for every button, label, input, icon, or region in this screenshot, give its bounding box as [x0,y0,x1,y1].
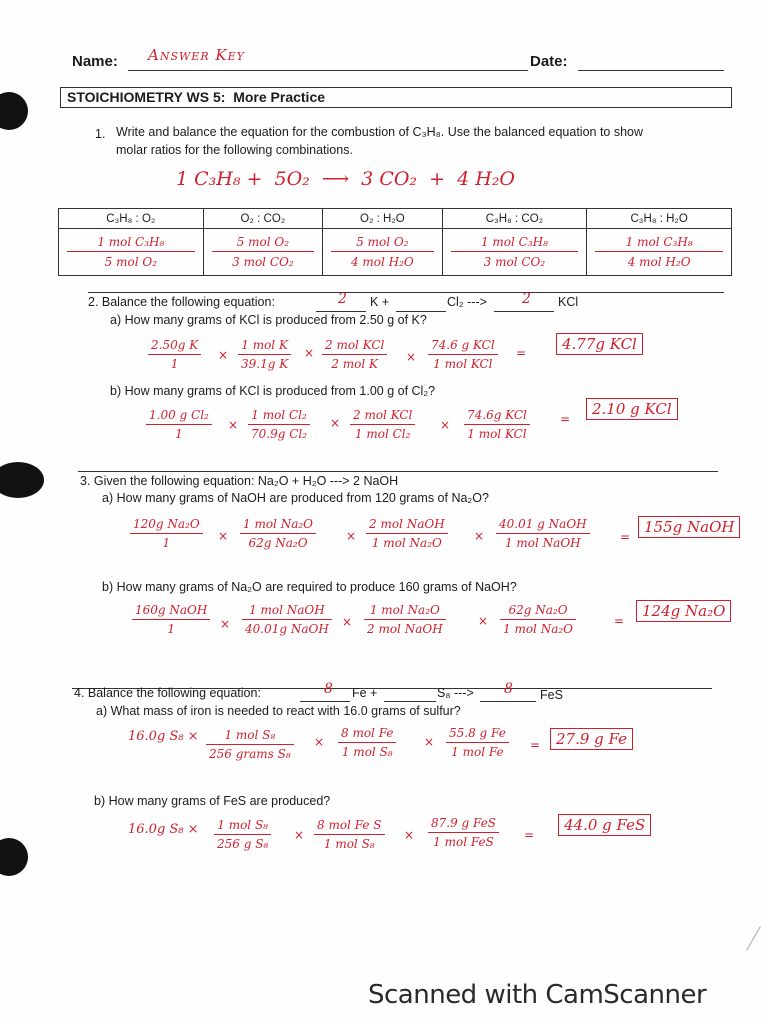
ratio-numerator: 1 mol C₃H₈ [595,235,723,252]
fraction-numerator: 55.8 g Fe [446,726,509,743]
q3a-answer-box: 155g NaOH [638,516,740,538]
fraction-denominator: 1 mol Fe [451,745,504,759]
times-sign: × [474,529,485,543]
fraction-numerator: 1 mol Na₂O [240,517,316,534]
fraction-denominator: 1 mol S₈ [323,837,375,851]
fraction-denominator: 2 mol K [331,357,379,371]
q4-s8-text: S₈ ---> [437,686,474,700]
ratio-cell [442,229,587,276]
fraction-denominator: 256 grams S₈ [209,747,291,761]
fraction-numerator: 1 mol S₈ [214,818,271,835]
ratio-cell [323,229,442,276]
fraction-numerator: 2 mol NaOH [366,517,448,534]
work-fraction [146,408,212,442]
section-divider [88,292,724,293]
q4-fe-text: Fe + [352,686,378,700]
q4b-answer-box: 44.0 g FeS [558,814,651,836]
page-title: STOICHIOMETRY WS 5: More Practice [67,89,326,105]
ratio-numerator: 1 mol C₃H₈ [67,235,195,252]
ratio-cell [59,229,204,276]
fraction-numerator: 2 mol KCl [322,338,387,355]
punch-hole-bottom [0,838,28,876]
work-fraction [350,408,415,442]
section-divider [78,471,718,472]
work-fraction [132,603,210,637]
ratio-cell [203,229,322,276]
fraction-denominator: 1 [162,536,171,550]
table-header: C₃H₈ : CO₂ [442,209,587,229]
work-fraction [248,408,310,442]
q2a-answer-box: 4.77g KCl [556,333,643,355]
work-fraction [206,728,294,762]
blank-kcl [494,311,554,312]
equals-sign: = [614,614,625,628]
times-sign: × [330,416,341,430]
fraction-numerator: 62g Na₂O [500,603,576,620]
table-header: C₃H₈ : H₂O [587,209,732,229]
times-sign: × [406,350,417,364]
fraction-numerator: 2.50g K [148,338,201,355]
blank-fes [480,701,536,702]
times-sign: × [220,617,231,631]
ratio-cell [587,229,732,276]
fraction-numerator: 8 mol Fe [338,726,396,743]
q2b-question: b) How many grams of KCl is produced from 1.00 g of Cl₂? [110,384,436,398]
ratio-denominator: 4 mol H₂O [350,255,414,269]
work-fraction [496,517,590,551]
q4-fes-text: FeS [540,688,563,702]
date-label: Date: [530,53,568,70]
equals-sign: = [516,346,527,360]
fraction-denominator: 2 mol NaOH [367,622,443,636]
work-fraction [130,517,203,551]
ratio-numerator: 1 mol C₃H₈ [451,235,579,252]
q4a-question: a) What mass of iron is needed to react with 16.0 grams of sulfur? [96,704,461,718]
q1-text-line1: Write and balance the equation for the combustion of C₃H₈. Use the balanced equation to show [116,125,644,139]
equals-sign: = [530,738,541,752]
work-fraction [314,818,385,852]
q1-number: 1. [95,127,106,141]
times-sign: × [294,828,305,842]
ratio-denominator: 5 mol O₂ [104,255,158,269]
work-fraction [446,726,509,760]
fraction-denominator: 39.1g K [241,357,289,371]
fraction-numerator: 1 mol Na₂O [364,603,446,620]
q1-equation: 1 C₃H₈ + 5O₂ ⟶ 3 CO₂ + 4 H₂O [176,168,516,190]
table-header: C₃H₈ : O₂ [59,209,204,229]
ratio-numerator: 5 mol O₂ [212,235,314,252]
fraction-denominator: 1 mol S₈ [341,745,393,759]
times-sign: × [440,418,451,432]
times-sign: × [342,615,353,629]
q3b-answer-box: 124g Na₂O [636,600,731,622]
work-fraction [240,517,316,551]
fraction-denominator: 40.01g NaOH [245,622,329,636]
ratio-numerator: 5 mol O₂ [331,235,433,252]
q1-text-line2: molar ratios for the following combinations. [116,143,353,157]
work-fraction [242,603,332,637]
fraction-denominator: 1 mol NaOH [504,536,581,550]
q2a-question: a) How many grams of KCl is produced from 2.50 g of K? [110,313,427,327]
molar-ratio-table [58,208,732,276]
fraction-numerator: 2 mol KCl [350,408,415,425]
q3a-question: a) How many grams of NaOH are produced from 120 grams of Na₂O? [102,491,489,505]
work-fraction [366,517,448,551]
punch-hole-middle [0,462,44,498]
fraction-denominator: 1 [170,357,179,371]
fraction-denominator: 256 g S₈ [217,837,269,851]
fraction-numerator: 40.01 g NaOH [496,517,590,534]
work-fraction [364,603,446,637]
times-sign: × [228,418,239,432]
equals-sign: = [620,530,631,544]
times-sign: × [304,346,315,360]
ratio-denominator: 4 mol H₂O [627,255,691,269]
q4-coef-fes: 8 [504,681,513,697]
date-underline [578,70,724,71]
fraction-denominator: 1 mol KCl [433,357,493,371]
q4b-start: 16.0g S₈ × [128,822,199,837]
q3-given: 3. Given the following equation: Na₂O + H₂O ---> 2 NaOH [80,474,399,488]
name-value: Answer Key [148,46,245,64]
fraction-numerator: 87.9 g FeS [428,816,499,833]
times-sign: × [346,529,357,543]
q4b-question: b) How many grams of FeS are produced? [94,794,331,808]
blank-k [316,311,366,312]
blank-cl2 [396,311,446,312]
fraction-numerator: 74.6 g KCl [428,338,498,355]
fraction-denominator: 62g Na₂O [248,536,308,550]
work-fraction [338,726,396,760]
fraction-numerator: 1 mol Cl₂ [248,408,310,425]
blank-fe [300,701,350,702]
q3b-question: b) How many grams of Na₂O are required to produce 160 grams of NaOH? [102,580,517,594]
fraction-numerator: 8 mol Fe S [314,818,385,835]
times-sign: × [314,735,325,749]
q2-coef-kcl: 2 [522,291,531,307]
fraction-denominator: 1 [175,427,183,441]
work-fraction [428,338,498,372]
q4-prefix: 4. Balance the following equation: [74,686,261,700]
fraction-numerator: 1.00 g Cl₂ [146,408,212,425]
punch-hole-top [0,92,28,130]
times-sign: × [424,735,435,749]
equals-sign: = [560,412,571,426]
work-fraction [214,818,271,852]
work-fraction [148,338,201,372]
table-header: O₂ : H₂O [323,209,442,229]
fraction-denominator: 70.9g Cl₂ [251,427,308,441]
table-header: O₂ : CO₂ [203,209,322,229]
fraction-denominator: 1 mol Na₂O [503,622,574,636]
fraction-denominator: 1 [167,622,175,636]
work-fraction [238,338,291,372]
work-fraction [500,603,576,637]
fraction-denominator: 1 mol KCl [467,427,527,441]
times-sign: × [218,529,229,543]
q2-prefix: 2. Balance the following equation: [88,295,275,309]
name-underline [128,70,528,71]
work-fraction [464,408,530,442]
work-fraction [322,338,387,372]
q2-cl2-text: Cl₂ ---> [447,295,487,309]
q4-coef-fe: 8 [324,681,333,697]
name-label: Name: [72,53,118,70]
fraction-denominator: 1 mol Na₂O [371,536,442,550]
fraction-denominator: 1 mol FeS [433,835,494,849]
equals-sign: = [524,828,535,842]
fraction-numerator: 1 mol K [238,338,291,355]
ratio-denominator: 3 mol CO₂ [232,255,294,269]
q4a-start: 16.0g S₈ × [128,729,199,744]
blank-s8 [384,701,436,702]
fraction-numerator: 1 mol NaOH [242,603,332,620]
camscanner-watermark: Scanned with CamScanner [368,980,707,1010]
fraction-denominator: 1 mol Cl₂ [354,427,411,441]
q2-kcl-text: KCl [558,295,579,309]
q2-coef-k: 2 [338,291,347,307]
q4a-answer-box: 27.9 g Fe [550,728,633,750]
q2b-answer-box: 2.10 g KCl [586,398,678,420]
times-sign: × [404,828,415,842]
fraction-numerator: 160g NaOH [132,603,210,620]
paper-edge [746,926,768,958]
work-fraction [428,816,499,850]
times-sign: × [218,348,229,362]
fraction-numerator: 74.6g KCl [464,408,530,425]
fraction-numerator: 120g Na₂O [130,517,203,534]
ratio-denominator: 3 mol CO₂ [483,255,546,269]
q2-k-text: K + [370,295,390,309]
fraction-numerator: 1 mol S₈ [206,728,294,745]
times-sign: × [478,614,489,628]
